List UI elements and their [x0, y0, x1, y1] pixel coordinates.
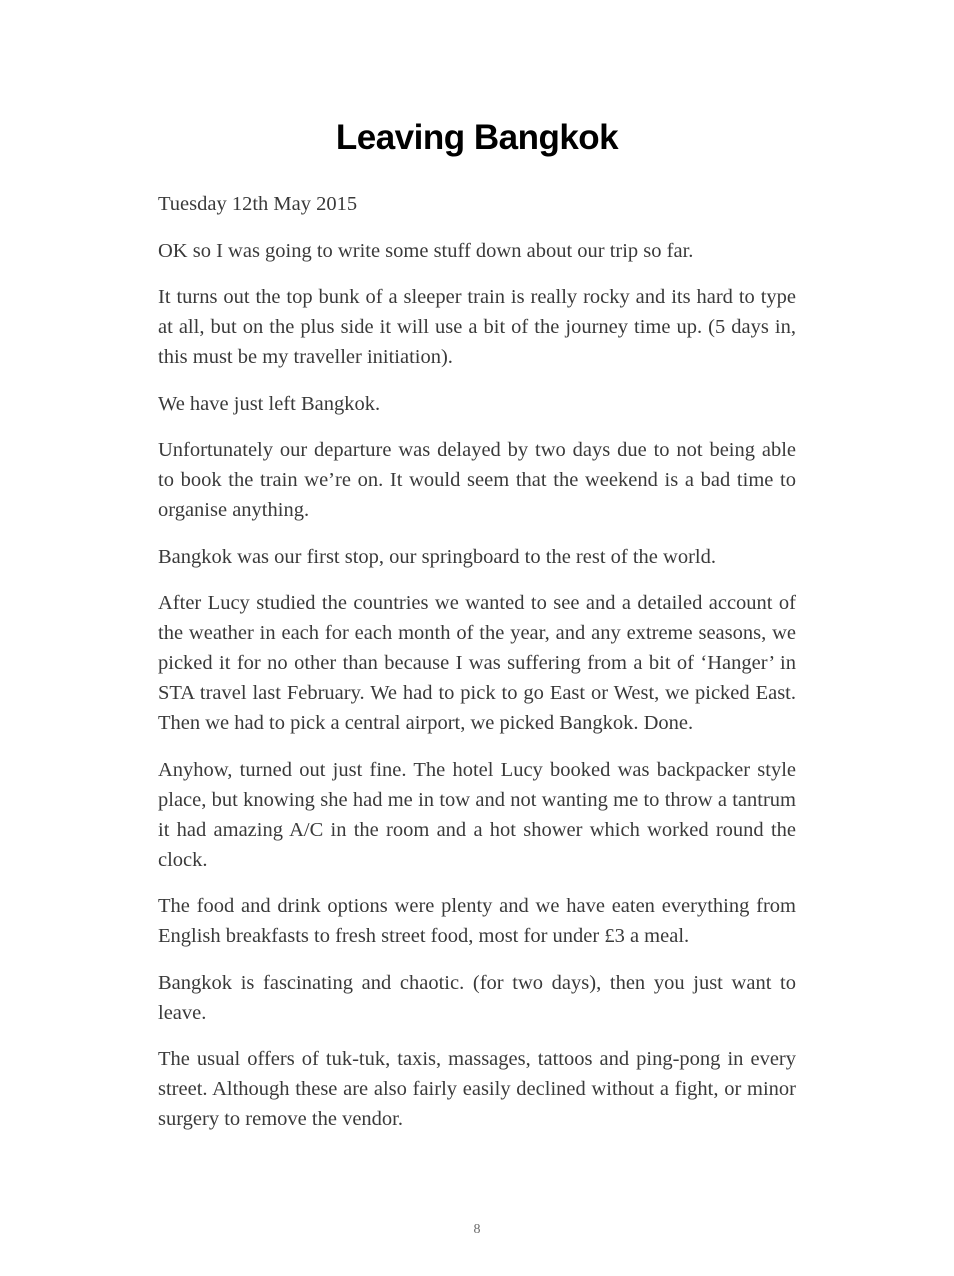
page-title: Leaving Bangkok: [335, 118, 619, 157]
paragraph-5: Bangkok was our first stop, our springboard to the rest of the world.: [158, 545, 716, 568]
page-number: 8: [473, 1222, 481, 1237]
paragraph-1: OK so I was going to write some stuff down about our trip so far.: [158, 239, 694, 262]
paragraph-2: It turns out the top bunk of a sleeper train is really rocky and its hard to type at all, but on the plus side it will use a bit of the journey time up. (5 days in, this must be my traveller initiation).: [158, 286, 796, 368]
paragraph-3: We have just left Bangkok.: [158, 392, 381, 415]
paragraph-8: The food and drink options were plenty and we have eaten everything from English breakfasts to fresh street food, most for under £3 a meal.: [158, 895, 796, 947]
entry-date: Tuesday 12th May 2015: [158, 193, 358, 215]
body-text: [158, 189, 796, 1151]
paragraph-10: The usual offers of tuk-tuk, taxis, massages, tattoos and ping-pong in every street. Although these are also fairly easily declined without a fight, or minor surgery to remove the vendor.: [158, 1048, 796, 1130]
paragraph-9: Bangkok is fascinating and chaotic. (for two days), then you just want to leave.: [158, 971, 796, 1024]
paragraph-4: Unfortunately our departure was delayed by two days due to not being able to book the train we’re on. It would seem that the weekend is a bad time to organise anything.: [158, 439, 796, 521]
paragraph-7: Anyhow, turned out just fine. The hotel Lucy booked was backpacker style place, but knowing she had me in tow and not wanting me to throw a tantrum it had amazing A/C in the room and a hot shower which worked round the clock.: [158, 758, 796, 871]
paragraph-6: After Lucy studied the countries we wanted to see and a detailed account of the weather in each for each month of the year, and any extreme seasons, we picked it for no other than because I was suffering from a bit of ‘Hanger’ in STA travel last February. We had to pick to go East or West, we picked East. Then we had to pick a central airport, we picked Bangkok. Done.: [158, 592, 796, 734]
